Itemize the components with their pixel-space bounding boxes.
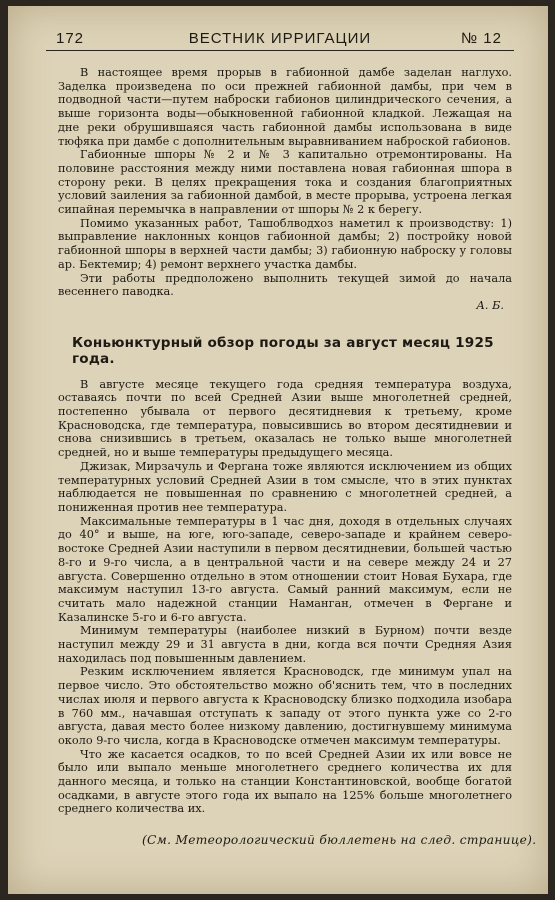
paragraph: Минимум температуры (наиболее низкий в Бурном) почти везде наступил между 29 и 31 августа в дни, когда вся почти Средняя Азия находилась под повышенным давлением. <box>58 624 512 665</box>
author-signature: А. Б. <box>476 298 504 312</box>
paragraph: Помимо указанных работ, Ташоблводхоз наметил к производству: 1) выправление наклонных концов габионной дамбы; 2) постройку новой габионной шпоры в верхней части дамбы; 3) габионную наброску у головы ар. Бектемир; 4) ремонт верхнего участка дамбы. <box>58 216 512 271</box>
paragraph: Резким исключением является Красноводск, где минимум упал на первое число. Это обстоятельство можно об'яснить тем, что в последних числах июля и первого августа к Красноводску близко подходила изобара в 760 мм., начавшая отступать к западу от этого пункта уже со 2-го августа, давая место более низкому давлению, достигнувшему минимума около 9-го числа, когда в Красноводске отмечен максимум температуры. <box>58 665 512 747</box>
paragraph: Максимальные температуры в 1 час дня, доходя в отдельных случаях до 40° и выше, на юге, юго-западе, северо-западе и крайнем северо-востоке Средней Азии наступили в первом десятидневии, большей частью 8-го и 9-го числа, а в центральной части и на севере между 24 и 27 августа. Совершенно отдельно в этом отношении стоит Новая Бухара, где максимум наступил 13-го августа. Самый ранний максимум, если не считать мало надежной станции Наманган, отмечен в Фергане и Казалинске 5-го и 6-го августа. <box>58 514 512 624</box>
journal-title: ВЕСТНИК ИРРИГАЦИИ <box>188 30 372 47</box>
article-title: Коньюнктурный обзор погоды за август месяц 1925 года. <box>72 334 494 367</box>
page-body <box>58 66 512 816</box>
paragraph: Габионные шпоры № 2 и № 3 капитально отремонтированы. На половине расстояния между ними поставлена новая габионная шпора в сторону реки. В целях прекращения тока и создания благоприятных условий заиления за габионной дамбой, в месте прорыва, устроена легкая сипайная перемычка в направлении от шпоры № 2 к берегу. <box>58 148 512 217</box>
paragraph: Что же касается осадков, то по всей Средней Азии их или вовсе не было или выпало меньше многолетнего среднего количества их для данного месяца, и только на станции Константиновской, вообще богатой осадками, в августе этого года их выпало на 125% больше многолетнего среднего количества их. <box>58 747 512 816</box>
closing-paragraph <box>58 272 512 299</box>
page-number: 172 <box>56 30 85 47</box>
paragraph: В августе месяце текущего года средняя температура воздуха, оставаясь почти по всей Средней Азии выше многолетней средней, постепенно убывала от первого десятидневия к третьему, кроме Красноводска, где температура, повысившись во втором десятидневии и снова снизившись в третьем, оказалась не только выше многолетней средней, но и выше температуры предыдущего месяца. <box>58 377 512 460</box>
page <box>8 6 548 894</box>
issue-number: № 12 <box>461 30 502 47</box>
paragraph: Эти работы предположено выполнить текущей зимой до начала весеннего паводка. <box>58 271 512 299</box>
paragraph: В настоящее время прорыв в габионной дамбе заделан наглухо. Заделка произведена по оси прежней габионной дамбы, при чем в подводной части—путем наброски габионов цилиндрического сечения, а выше горизонта воды—обыкновенной габионной кладкой. Лежащая на дне реки обрушившаяся часть габионной дамбы использована в виде тюфяка при дамбе с дополнительным выравниванием наброской габионов. <box>58 66 512 148</box>
continuation-note: (См. Метеорологический бюллетень на след. странице). <box>142 833 537 847</box>
running-header <box>46 28 514 51</box>
signature-row <box>58 299 512 313</box>
paragraph: Джизак, Мирзачуль и Фергана тоже являются исключением из общих температурных условий Средней Азии в том смысле, что в этих пунктах наблюдается не повышенная по сравнению с многолетней средней, а пониженная против нее температура. <box>58 459 512 514</box>
